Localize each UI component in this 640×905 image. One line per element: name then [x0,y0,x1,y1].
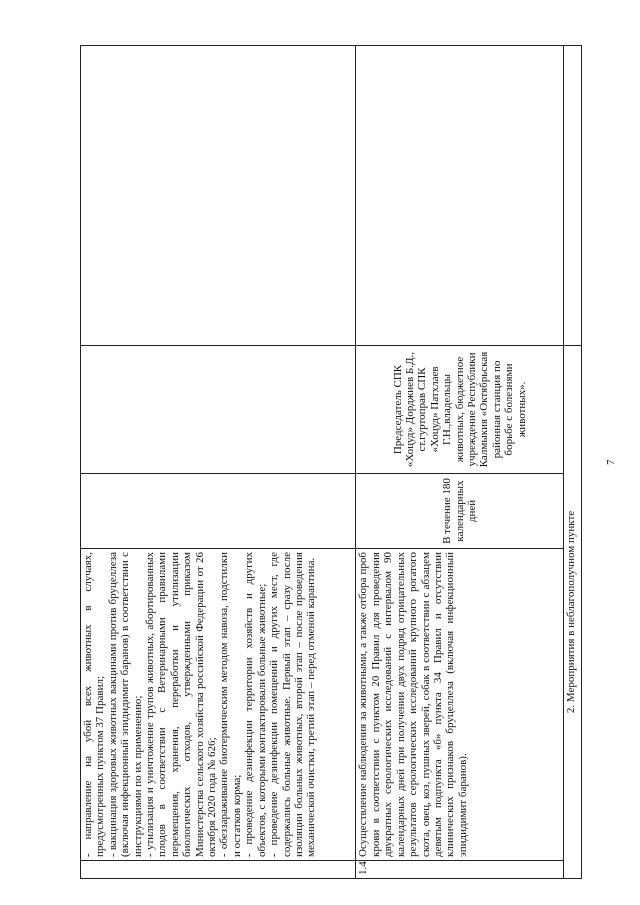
measure-item-territory-disinfection: - проведение дезинфекции территории хозяйств и других объектов, с которыми контактировали больные животные; [243,552,268,857]
section-title: 2. Мероприятия в неблагополучном пункте [564,346,582,879]
table-row-1-4 [356,46,564,879]
table-row-1-3 [81,46,356,879]
responsible-cell [81,346,356,474]
measures-table [80,45,582,879]
empty-cell [81,46,356,346]
measure-description: Осуществление наблюдения за животными, а также отбора проб крови в соответствии с пунктом 20 Правил для проведения двукратных серологических исследований с интервалом 90 календарных дней при получении двух подряд отрицательных результатов серологических исследований крупного рогатого скота, овец, коз, пушных зверей, собак в соответствии с абзацем девятым подпункта «б» пункта 34 Правил и отсутствии клинических признаков бруцеллеза (включая инфекционный эпидидимит баранов). [357,552,469,857]
measure-item-slaughter: - направление на убой всех животных в случаях, предусмотренных пунктом 37 Правил; [82,552,107,857]
row-number: 1.4 [356,861,564,879]
measure-item-manure: - обеззараживание биотермическим методом навоза, подстилки и остатков корма; [218,552,243,857]
responsible-text: Председатель СПК «Хоцуд» Дорджиев Б.Д., ст.гуртоправ СПК «Хоцуд» Патхлаев Г.Н.,владельцы животных, бюджетное учреждение Республики Калмыкия «Октябрьская районная станция по борьбе с болезнями животных». [356,346,564,474]
term-text: В течение 180 календарных дней [356,474,564,549]
term-cell [81,474,356,549]
empty-cell [564,46,582,346]
measure-item-vaccination: - вакцинация здоровых животных вакцинами против бруцеллеза (включая инфекционный эпидидимит баранов) в соответствии с инструкциями по их применению; [106,552,144,857]
measure-item-disposal: - утилизация и уничтожение трупов животных, абортированных плодов в соответствии с Ветеринарными правилами перемещения, хранения, переработки и утилизации биологических отходов, утвержденными приказом Министерства сельского хозяйства российской Федерации от 26 октября 2020 года № 626; [144,552,219,857]
row-number-cell [81,861,356,879]
measure-description-cell [356,549,564,861]
measure-item-premises-disinfection: - проведение дезинфекции помещений и других мест, где содержались больные животные. Первый этап – сразу после изоляции больных животных, второй этап – после проведения механической очистки, третий этап – перед отменой карантина. [268,552,318,857]
empty-cell [356,46,564,346]
measures-text-cell [81,549,356,861]
page-number: 7 [605,459,617,465]
section-row [564,46,582,879]
